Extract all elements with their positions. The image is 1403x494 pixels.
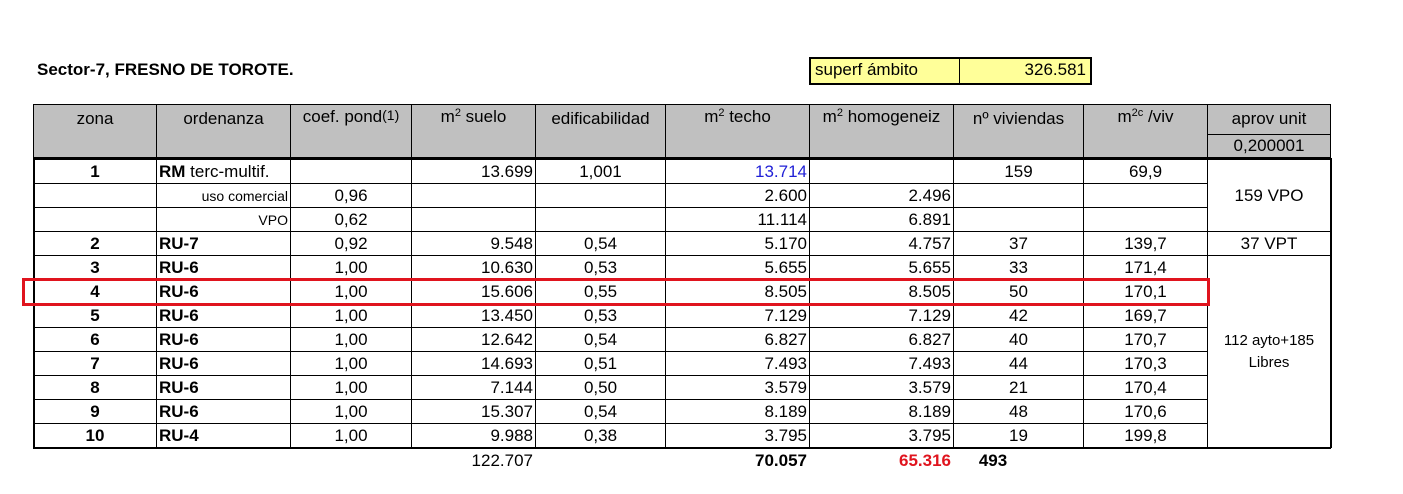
total-homog: 65.316 <box>899 451 951 470</box>
row-4-viv: 33 <box>1009 258 1028 277</box>
header-homog-label: homogeneiz <box>842 107 941 126</box>
row-3-coef: 0,92 <box>334 234 368 253</box>
row-2-homog: 6.891 <box>908 210 951 229</box>
row-9-suelo: 7.144 <box>490 378 533 397</box>
row-5-suelo: 15.606 <box>481 282 533 301</box>
header-suelo-m: m <box>440 107 455 126</box>
row-6-coef: 1,00 <box>334 306 368 325</box>
row-8-techo: 7.493 <box>764 354 807 373</box>
row-11-m2c: 199,8 <box>1124 426 1167 445</box>
row-10-edif: 0,54 <box>583 402 618 421</box>
row-10-suelo: 15.307 <box>481 402 533 421</box>
highlight-row-4 <box>22 278 1210 306</box>
aprov-group-text: 159 VPO <box>1234 185 1304 205</box>
total-suelo: 122.707 <box>471 451 533 470</box>
row-9-ord <box>156 376 291 400</box>
total-viv: 493 <box>978 451 1008 470</box>
header-aprov-label: aprov unit <box>1231 109 1307 128</box>
header-suelo-sup: 2 <box>454 107 461 119</box>
row-4-homog: 5.655 <box>908 258 951 277</box>
row-5-edif: 0,55 <box>583 282 618 301</box>
header-aprov <box>1207 104 1331 135</box>
row-5-zona: 4 <box>90 282 100 301</box>
row-7-viv: 40 <box>1009 330 1028 349</box>
aprov-group-text: 37 VPT <box>1240 233 1298 253</box>
row-4-zona: 3 <box>90 258 100 277</box>
header-techo-label: techo <box>724 107 771 126</box>
ordenanza-desc: VPO <box>258 212 288 228</box>
header-edificabilidad <box>535 104 666 158</box>
row-0-m2c: 69,9 <box>1128 162 1163 181</box>
row-7-techo: 6.827 <box>764 330 807 349</box>
row-9-m2c: 170,4 <box>1124 378 1167 397</box>
header-m2c-viv <box>1083 104 1208 158</box>
row-6-homog: 7.129 <box>908 306 951 325</box>
row-10-techo: 8.189 <box>764 402 807 421</box>
header-m2c-label: /viv <box>1143 107 1174 126</box>
row-1-ord <box>156 184 291 208</box>
row-1-viv <box>953 184 1084 208</box>
header-m2c-m: m <box>1117 107 1132 126</box>
table-body-top-border <box>33 158 1331 160</box>
ordenanza-code: RU-6 <box>159 330 199 349</box>
row-2-edif <box>535 208 666 232</box>
row-7-m2c: 170,7 <box>1124 330 1167 349</box>
row-1-techo: 2.600 <box>764 186 807 205</box>
ordenanza-code: RU-6 <box>159 402 199 421</box>
row-8-homog: 7.493 <box>908 354 951 373</box>
ordenanza-code: RU-6 <box>159 306 199 325</box>
row-10-ord <box>156 400 291 424</box>
row-8-m2c: 170,3 <box>1124 354 1167 373</box>
row-0-zona: 1 <box>90 162 100 181</box>
header-suelo <box>411 104 536 158</box>
header-zona <box>33 104 157 158</box>
row-8-edif: 0,51 <box>583 354 618 373</box>
row-9-zona: 8 <box>90 378 100 397</box>
row-0-viv: 159 <box>1004 162 1033 181</box>
row-9-homog: 3.579 <box>908 378 951 397</box>
row-2-techo: 11.114 <box>757 210 807 229</box>
header-coef <box>290 104 412 158</box>
header-techo <box>665 104 810 158</box>
row-2-coef: 0,62 <box>334 210 368 229</box>
row-3-viv: 37 <box>1009 234 1028 253</box>
header-edificabilidad-label: edificabilidad <box>551 109 650 128</box>
row-3-zona: 2 <box>90 234 100 253</box>
header-techo-m: m <box>704 107 719 126</box>
row-6-suelo: 13.450 <box>481 306 533 325</box>
ordenanza-code: RM <box>159 162 186 181</box>
superf-ambito-box <box>809 57 1092 85</box>
row-0-suelo: 13.699 <box>481 162 533 181</box>
aprov-group-text: Libres <box>1248 353 1290 371</box>
row-8-coef: 1,00 <box>334 354 368 373</box>
total-techo: 70.057 <box>755 451 807 470</box>
row-9-techo: 3.579 <box>764 378 807 397</box>
row-10-zona: 9 <box>90 402 100 421</box>
row-7-suelo: 12.642 <box>481 330 533 349</box>
row-7-ord <box>156 328 291 352</box>
row-2-m2c <box>1083 208 1208 232</box>
row-8-suelo: 14.693 <box>481 354 533 373</box>
header-coef-note: (1) <box>382 107 400 123</box>
header-homogeneiz <box>809 104 954 158</box>
header-zona-label: zona <box>76 109 114 128</box>
header-aprov-value-text: 0,200001 <box>1233 136 1305 155</box>
row-0-homog <box>809 160 954 184</box>
aprov-group-0 <box>1208 160 1330 231</box>
row-4-ord <box>156 256 291 280</box>
row-11-zona: 10 <box>85 426 105 445</box>
header-viviendas-label: nº viviendas <box>972 109 1065 128</box>
ordenanza-code: RU-4 <box>159 426 199 445</box>
row-10-coef: 1,00 <box>334 402 368 421</box>
header-aprov-value <box>1207 134 1331 158</box>
table-bottom-border <box>33 447 1331 449</box>
row-0-techo: 13.714 <box>755 162 807 181</box>
header-coef-label: coef. pond <box>302 107 383 126</box>
aprov-group-1 <box>1208 232 1330 255</box>
row-0-coef <box>290 160 412 184</box>
header-ordenanza-label: ordenanza <box>183 109 264 128</box>
row-1-suelo <box>411 184 536 208</box>
row-4-suelo: 10.630 <box>481 258 533 277</box>
row-4-m2c: 171,4 <box>1124 258 1167 277</box>
row-1-edif <box>535 184 666 208</box>
row-6-viv: 42 <box>1009 306 1028 325</box>
row-2-suelo <box>411 208 536 232</box>
header-homog-sup: 2 <box>836 107 843 119</box>
aprov-group-divider <box>1207 447 1331 448</box>
aprov-group-2 <box>1208 256 1330 447</box>
row-11-techo: 3.795 <box>764 426 807 445</box>
superf-value: 326.581 <box>1024 60 1086 79</box>
row-9-viv: 21 <box>1009 378 1028 397</box>
ordenanza-code: RU-6 <box>159 282 199 301</box>
row-9-edif: 0,50 <box>583 378 618 397</box>
row-7-homog: 6.827 <box>908 330 951 349</box>
row-1-homog: 2.496 <box>908 186 951 205</box>
row-11-viv: 19 <box>1009 426 1028 445</box>
row-6-techo: 7.129 <box>764 306 807 325</box>
header-suelo-label: suelo <box>460 107 507 126</box>
row-1-zona <box>33 184 157 208</box>
ordenanza-code: RU-6 <box>159 354 199 373</box>
ordenanza-code: RU-6 <box>159 258 199 277</box>
header-m2c-sup: 2 <box>1131 107 1138 119</box>
row-9-coef: 1,00 <box>334 378 368 397</box>
sector-title: Sector-7, FRESNO DE TOROTE. <box>37 60 294 79</box>
row-7-zona: 6 <box>90 330 100 349</box>
row-0-ord <box>156 160 291 184</box>
row-2-viv <box>953 208 1084 232</box>
row-7-edif: 0,54 <box>583 330 618 349</box>
row-4-coef: 1,00 <box>334 258 368 277</box>
superf-label: superf ámbito <box>811 59 960 83</box>
column-divider <box>1330 158 1332 448</box>
row-11-edif: 0,38 <box>583 426 618 445</box>
header-m2c-sub: c <box>1137 107 1144 119</box>
row-5-homog: 8.505 <box>908 282 951 301</box>
row-3-ord <box>156 232 291 256</box>
row-11-suelo: 9.988 <box>490 426 533 445</box>
row-8-viv: 44 <box>1009 354 1028 373</box>
row-4-techo: 5.655 <box>764 258 807 277</box>
row-2-zona <box>33 208 157 232</box>
header-techo-sup: 2 <box>718 107 725 119</box>
row-1-coef: 0,96 <box>334 186 368 205</box>
row-11-coef: 1,00 <box>334 426 368 445</box>
row-5-coef: 1,00 <box>334 282 368 301</box>
row-0-edif: 1,001 <box>579 162 622 181</box>
row-5-viv: 50 <box>1009 282 1028 301</box>
row-11-ord <box>156 424 291 448</box>
row-2-ord <box>156 208 291 232</box>
row-4-edif: 0,53 <box>583 258 618 277</box>
row-6-edif: 0,53 <box>583 306 618 325</box>
row-5-techo: 8.505 <box>764 282 807 301</box>
row-3-suelo: 9.548 <box>490 234 533 253</box>
ordenanza-desc: uso comercial <box>201 188 288 204</box>
row-11-homog: 3.795 <box>908 426 951 445</box>
header-ordenanza <box>156 104 291 158</box>
ordenanza-desc: terc-multif. <box>185 162 270 181</box>
row-3-edif: 0,54 <box>583 234 618 253</box>
row-10-viv: 48 <box>1009 402 1028 421</box>
header-viviendas <box>953 104 1084 158</box>
row-1-m2c <box>1083 184 1208 208</box>
row-6-ord <box>156 304 291 328</box>
row-5-m2c: 170,1 <box>1124 282 1167 301</box>
row-8-ord <box>156 352 291 376</box>
row-8-zona: 7 <box>90 354 100 373</box>
row-6-zona: 5 <box>90 306 100 325</box>
header-homog-m: m <box>822 107 837 126</box>
row-6-m2c: 169,7 <box>1124 306 1167 325</box>
row-3-homog: 4.757 <box>908 234 951 253</box>
aprov-group-text: 112 ayto+185 <box>1223 331 1315 349</box>
row-10-homog: 8.189 <box>908 402 951 421</box>
ordenanza-code: RU-7 <box>159 234 199 253</box>
row-3-m2c: 139,7 <box>1124 234 1167 253</box>
row-3-techo: 5.170 <box>764 234 807 253</box>
row-7-coef: 1,00 <box>334 330 368 349</box>
row-10-m2c: 170,6 <box>1124 402 1167 421</box>
ordenanza-code: RU-6 <box>159 378 199 397</box>
